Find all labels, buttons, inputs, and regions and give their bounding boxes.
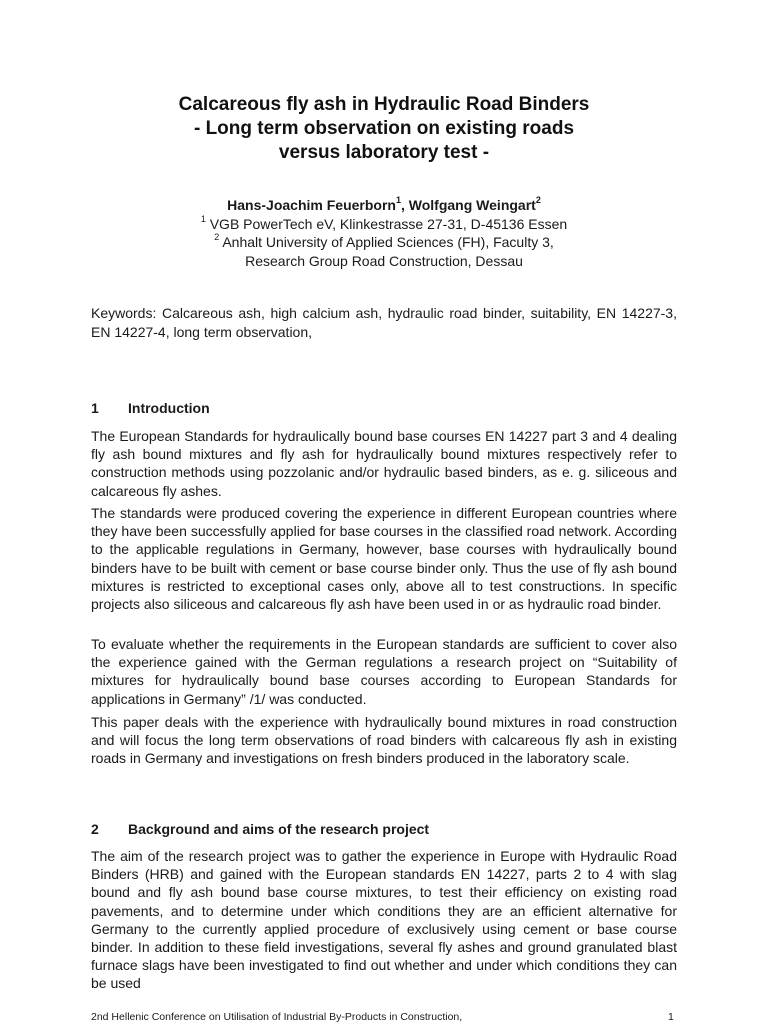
affiliation-text: Research Group Road Construction, Dessau <box>245 252 523 269</box>
title-line: - Long term observation on existing roads <box>193 118 575 139</box>
author-affiliation-mark: 1 <box>395 195 401 206</box>
paper-title <box>60 93 708 165</box>
author-name: Wolfgang Weingart <box>408 197 536 213</box>
author-names <box>60 196 708 215</box>
keywords: Keywords: Calcareous ash, high calcium ash, hydraulic road binder, suitability, EN 14227-3, EN 14227-4, long term observation, <box>91 305 677 340</box>
affiliation <box>60 252 708 271</box>
author-name: Hans-Joachim Feuerborn <box>227 197 396 213</box>
section-number: 2 <box>91 821 99 837</box>
affiliation-mark: 1 <box>200 213 206 224</box>
section-heading <box>91 820 429 838</box>
affiliation-mark: 2 <box>214 232 220 243</box>
author-block <box>60 196 708 270</box>
author-affiliation-mark: 2 <box>535 195 541 206</box>
section-title: Introduction <box>128 400 210 416</box>
affiliation <box>60 215 708 234</box>
section-heading <box>91 399 210 417</box>
author-separator: , <box>401 197 409 213</box>
footer-conference: 2nd Hellenic Conference on Utilisation of Industrial By-Products in Construction, <box>91 1011 463 1023</box>
affiliation-text: Anhalt University of Applied Sciences (FH), Faculty 3, <box>219 234 554 250</box>
section-number: 1 <box>91 400 99 416</box>
paragraph: The European Standards for hydraulically bound base courses EN 14227 part 3 and 4 dealing fly ash bound mixtures and fly ash for hydraulically bound mixtures respectively refer to construction methods using pozzolanic and/or hydraulic based binders, as e. g. siliceous and calcareous fly ashes. <box>91 428 677 499</box>
title-line: versus laboratory test - <box>278 142 490 163</box>
title-line: Calcareous fly ash in Hydraulic Road Binders <box>178 94 590 115</box>
affiliation <box>60 233 708 252</box>
paragraph: The standards were produced covering the experience in different European countries where they have been successfully applied for base courses in the classified road network. According to the applicable regulations in Germany, however, base courses with hydraulically bound binders have to be built with cement or base course binder only. Thus the use of fly ash bound mixtures is restricted to exceptional cases only, above all to test constructions. In specific projects also siliceous and calcareous fly ash have been used in or as hydraulic road binder. <box>91 505 677 613</box>
footer-page-number: 1 <box>668 1011 674 1023</box>
affiliation-text: VGB PowerTech eV, Klinkestrasse 27-31, D-45136 Essen <box>205 215 568 232</box>
paragraph: To evaluate whether the requirements in the European standards are sufficient to cover also the experience gained with the German regulations a research project on “Suitability of mixtures for hydraulically bound base courses according to European Standards for applications in Germany” /1/ was conducted. <box>91 636 677 707</box>
paragraph: This paper deals with the experience with hydraulically bound mixtures in road construction and will focus the long term observations of road binders with calcareous fly ash in existing roads in Germany and investigations on fresh binders produced in the laboratory scale. <box>91 714 677 767</box>
paragraph: The aim of the research project was to gather the experience in Europe with Hydraulic Road Binders (HRB) and gained with the European standards EN 14227, parts 2 to 4 with slag bound and fly ash bound base course mixtures, to test their efficiency on existing road pavements, and to determine under which conditions they are an efficient alternative for Germany to the currently applied procedure of exclusively using cement or base course binder. In addition to these field investigations, several fly ashes and ground granulated blast furnace slags have been investigated to find out whether and under which conditions they can be used <box>91 848 677 992</box>
section-title: Background and aims of the research project <box>128 821 430 837</box>
